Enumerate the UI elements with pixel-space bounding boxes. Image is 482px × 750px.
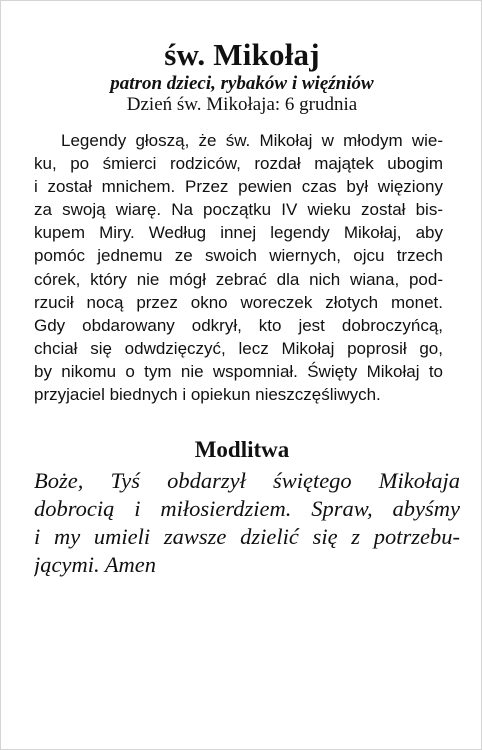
legend-line: kupem Miry. Według innej legendy Mikołaj, aby (34, 223, 443, 243)
prayer-line: dobrocią i miłosierdziem. Spraw, abyśmy (34, 496, 460, 521)
prayer-line: i my umieli zawsze dzielić się z potrzebu- (34, 524, 460, 549)
legend-paragraph (34, 129, 443, 406)
prayer-line: Boże, Tyś obdarzył świętego Mikołaja (34, 468, 460, 493)
prayer-text (34, 467, 460, 579)
patronage-subtitle: patron dzieci, rybaków i więźniów (110, 73, 374, 94)
prayer-heading: Modlitwa (194, 437, 290, 462)
feast-day-line: Dzień św. Mikołaja: 6 grudnia (126, 94, 358, 115)
legend-line: i został mnichem. Przez pewien czas był więziony (34, 177, 443, 197)
legend-line: chciał się odwdzięczyć, lecz Mikołaj poprosił go, (34, 338, 443, 358)
legend-line: córek, który nie mógł zebrać dla nich wiana, pod- (34, 269, 443, 289)
prayer-line: jącymi. Amen (34, 552, 157, 577)
legend-line: Legendy głoszą, że św. Mikołaj w młodym wie- (61, 131, 443, 150)
legend-line: pomóc jednemu ze swoich wiernych, ojcu trzech (34, 246, 443, 266)
legend-line: Gdy obdarowany odkrył, kto jest dobroczyńcą, (34, 315, 443, 335)
legend-line: za swoją wiarę. Na początku IV wieku został bis- (34, 200, 443, 220)
legend-line: przyjaciel biednych i opiekun nieszczęśliwych. (34, 385, 381, 405)
legend-line: ku, po śmierci rodziców, rozdał majątek ubogim (34, 154, 443, 174)
saint-name-title: św. Mikołaj (164, 37, 320, 72)
legend-line: by nikomu o tym nie wspomniał. Święty Mikołaj to (34, 361, 443, 381)
legend-line: rzucił nocą przez okno woreczek złotych monet. (34, 292, 443, 312)
